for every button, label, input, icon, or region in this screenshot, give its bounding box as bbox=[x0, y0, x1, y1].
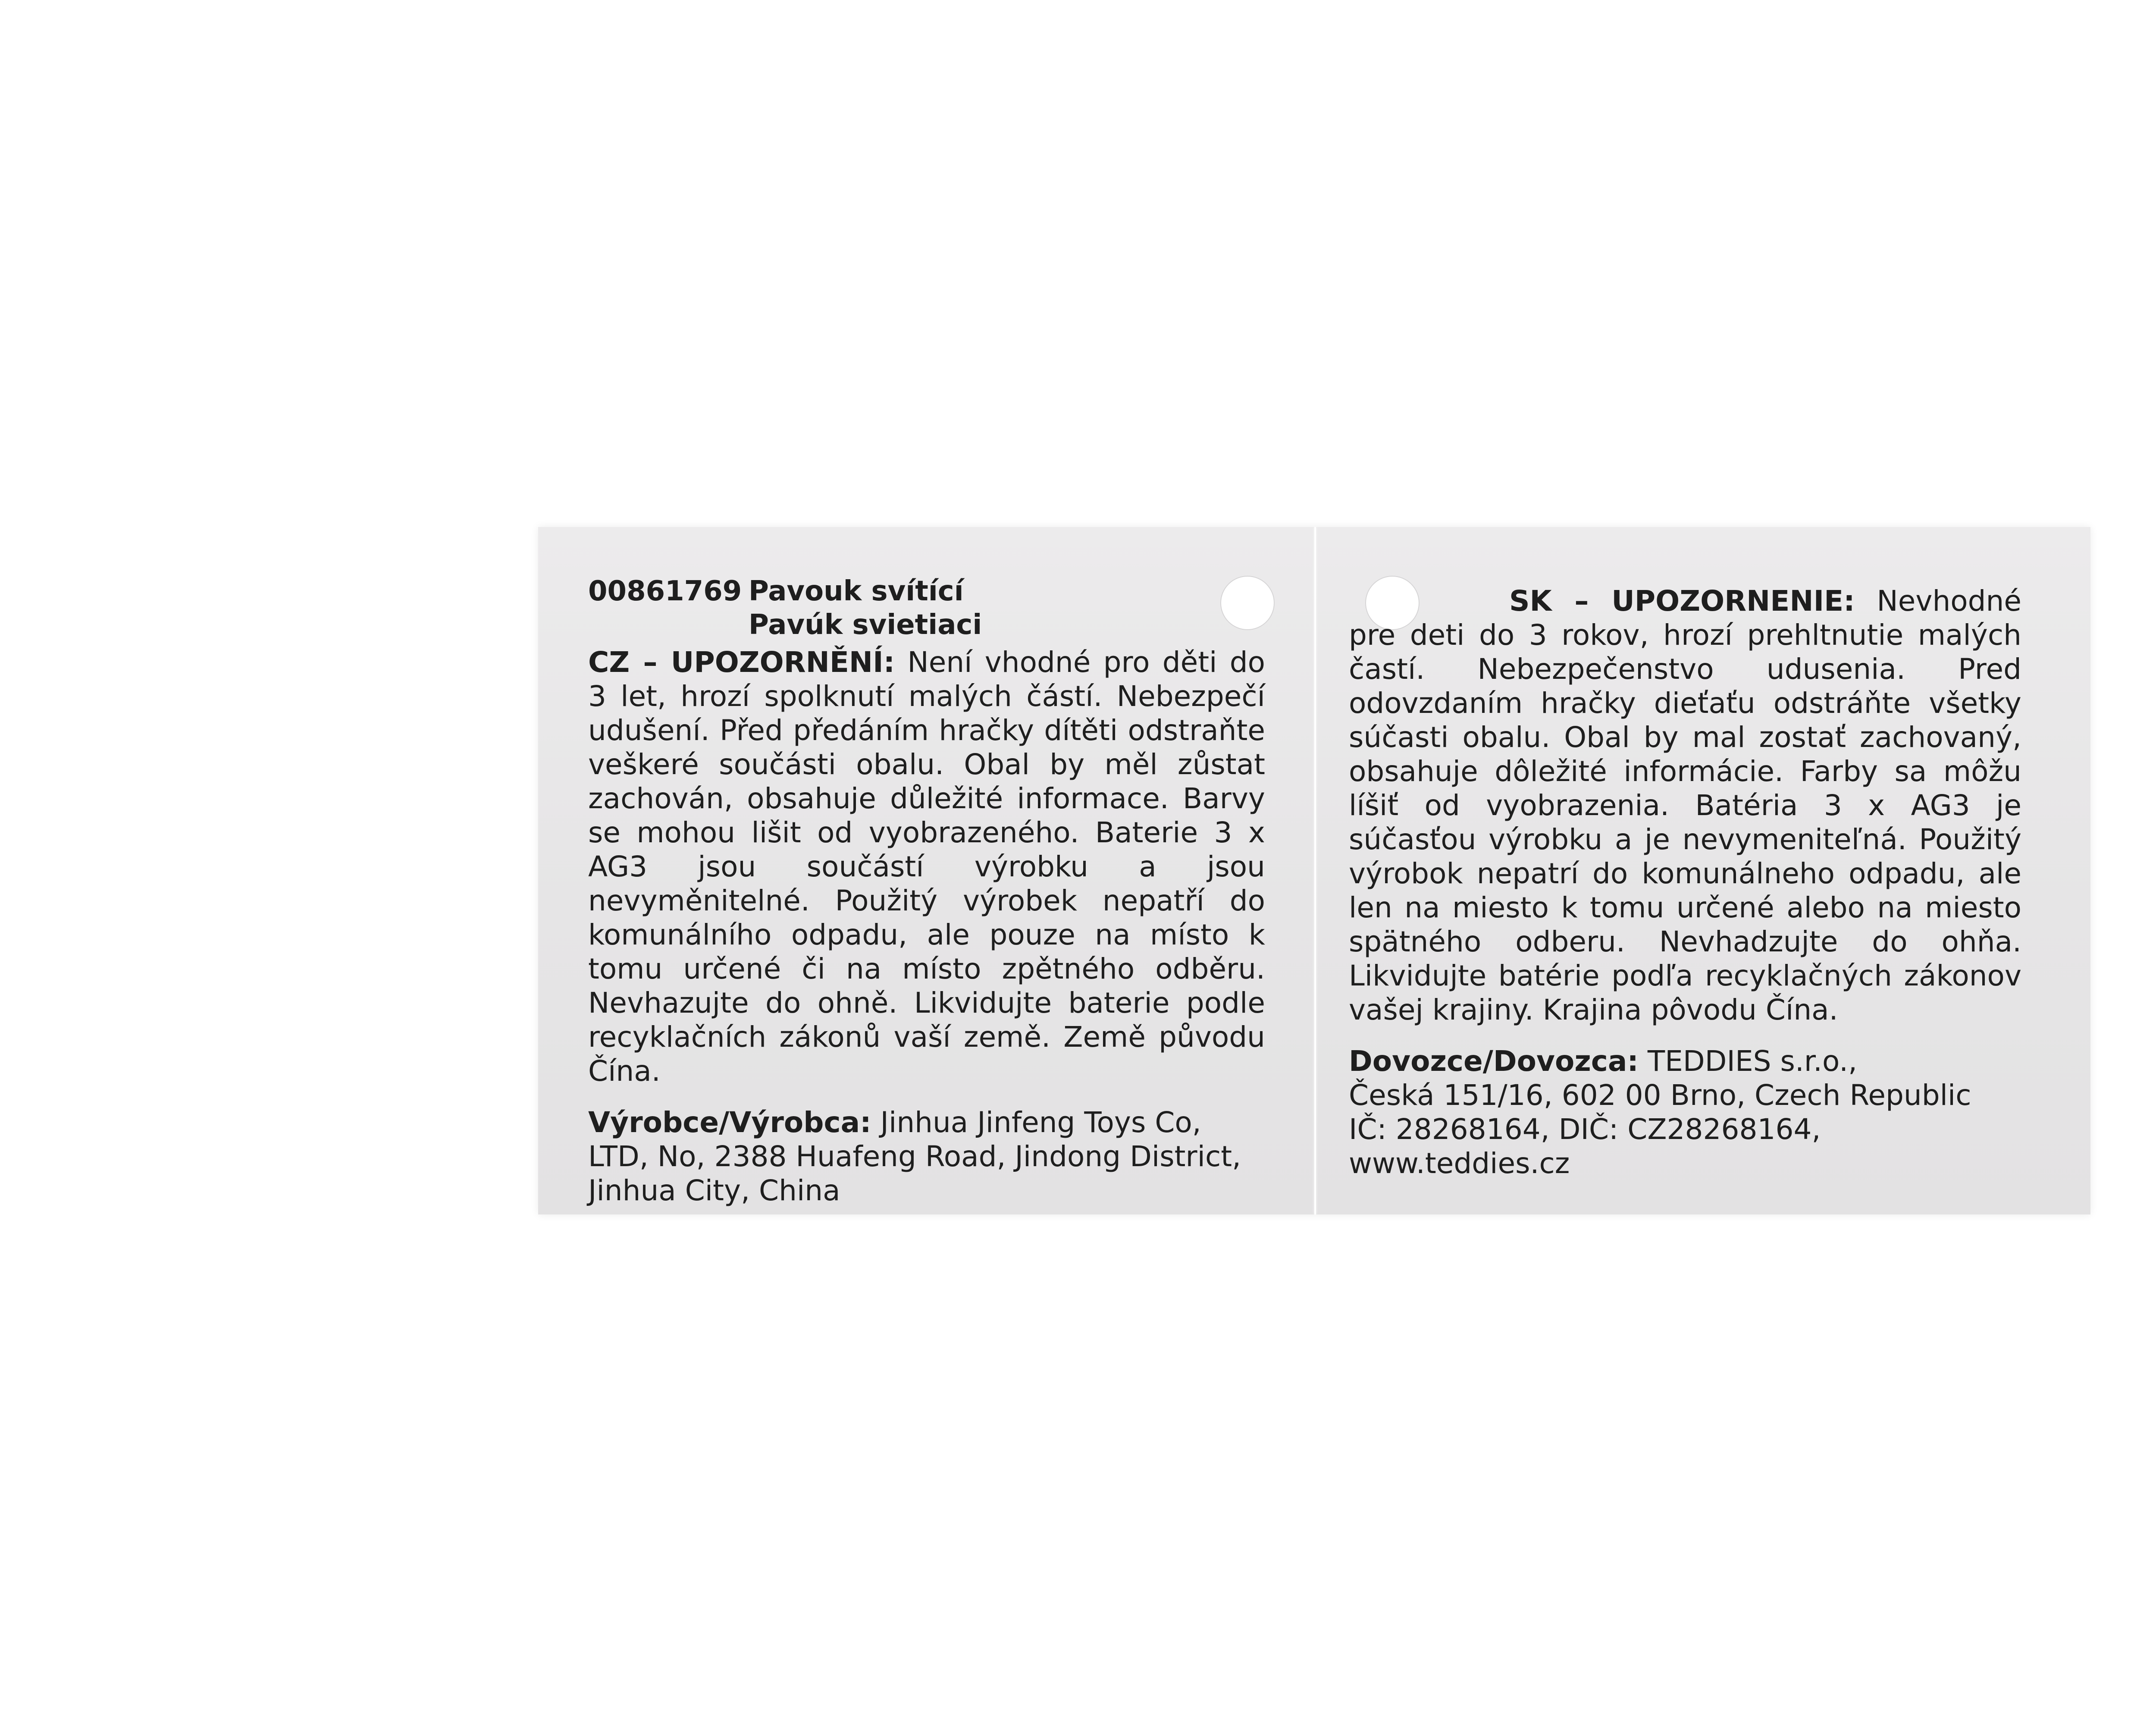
importer-ids: IČ: 28268164, DIČ: CZ28268164, www.teddies.cz bbox=[1349, 1113, 1821, 1180]
importer-heading: Dovozce/Dovozca: bbox=[1349, 1045, 1639, 1078]
fold-line bbox=[1314, 527, 1316, 1214]
product-code: 00861769 bbox=[588, 575, 742, 607]
sk-panel bbox=[1349, 584, 2021, 1180]
cz-warning-text: Není vhodné pro děti do 3 let, hrozí spolknutí malých částí. Nebezpečí udušení. Před předáním hračky dítěti odstraňte veškeré součásti obalu. Obal by měl zůstat zachován, obsahuje důležité informace. Barvy se mohou lišit od vyobrazeného. Baterie 3 x AG3 jsou součástí výrobku a jsou nevyměnitelné. Použitý výrobek nepatří do komunálního odpadu, ale pouze na místo k tomu určené či na místo zpětného odběru. Nevhazujte do ohně. Likvidujte baterie podle recyklačních zákonů vaší země. Země původu Čína. bbox=[588, 646, 1265, 1088]
sk-warning-text: Nevhodné pre deti do 3 rokov, hrozí prehltnutie malých častí. Nebezpečenstvo udusenia. Pred odovzdaním hračky dieťaťu odstráňte všetky súčasti obalu. Obal by mal zostať zachovaný, obsahuje dôležité informácie. Farby sa môžu líšiť od vyobrazenia. Batéria 3 x AG3 je súčasťou výrobku a je nevymeniteľná. Použitý výrobok nepatrí do komunálneho odpadu, ale len na miesto k tomu určené alebo na miesto spätného odberu. Nevhadzujte do ohňa. Likvidujte batérie podľa recyklačných zákonov vašej krajiny. Krajina pôvodu Čína. bbox=[1349, 584, 2021, 1026]
importer-name: TEDDIES s.r.o., bbox=[1647, 1045, 1858, 1078]
manufacturer-text: Jinhua Jinfeng Toys Co, LTD, No, 2388 Huafeng Road, Jindong District, Jinhua City, China bbox=[588, 1106, 1241, 1207]
importer-address: Česká 151/16, 602 00 Brno, Czech Republic bbox=[1349, 1079, 1971, 1112]
sk-warning-heading: SK – UPOZORNENIE: bbox=[1509, 584, 1855, 618]
importer-info bbox=[1349, 1044, 2021, 1180]
sk-warning bbox=[1349, 584, 2021, 1027]
product-names bbox=[749, 574, 982, 642]
product-header bbox=[588, 574, 1265, 642]
cz-panel bbox=[588, 574, 1265, 1208]
manufacturer-info bbox=[588, 1105, 1265, 1208]
manufacturer-heading: Výrobce/Výrobca: bbox=[588, 1106, 871, 1139]
product-name-cz: Pavouk svítící bbox=[749, 575, 964, 607]
cz-warning bbox=[588, 645, 1265, 1088]
cz-warning-heading: CZ – UPOZORNĚNÍ: bbox=[588, 646, 895, 679]
product-name-sk: Pavúk svietiaci bbox=[749, 609, 982, 641]
product-tag bbox=[538, 527, 2090, 1214]
